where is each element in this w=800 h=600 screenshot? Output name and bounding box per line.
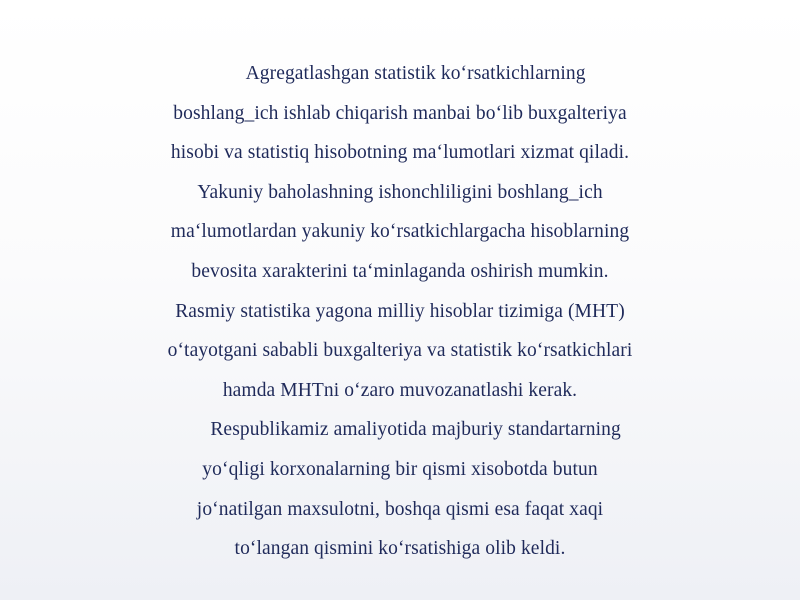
paragraph-1-line-4: Yakuniy baholashning ishonchliligini boshlang_ich (197, 181, 603, 203)
paragraph-1-line-8: o‘tayotgani sababli buxgalteriya va statistik ko‘rsatkichlari (167, 340, 633, 362)
paragraph-2-line-3: jo‘natilgan maxsulotni, boshqa qismi esa faqat xaqi (196, 498, 604, 520)
paragraph-1-line-9: hamda MHTni o‘zaro muvozanatlashi kerak. (222, 379, 578, 401)
paragraph-1-line-6: bevosita xarakterini ta‘minlaganda oshirish mumkin. (191, 260, 609, 282)
paragraph-1-line-1: Agregatlashgan statistik ko‘rsatkichlarning (245, 63, 586, 84)
paragraph-2-line-4: to‘langan qismini ko‘rsatishiga olib keldi. (234, 538, 566, 560)
paragraph-2-line-1: Respublikamiz amaliyotida majburiy standartarning (210, 419, 621, 441)
paragraph-1-line-2: boshlang_ich ishlab chiqarish manbai bo‘lib buxgalteriya (173, 102, 627, 124)
body-text (120, 54, 680, 569)
paragraph-2-line-2: yo‘qligi korxonalarning bir qismi xisobotda butun (202, 458, 598, 480)
paragraph-1-line-5: ma‘lumotlardan yakuniy ko‘rsatkichlargacha hisoblarning (170, 221, 630, 243)
paragraph-1-line-7: Rasmiy statistika yagona milliy hisoblar tizimiga (MHT) (175, 300, 625, 322)
paragraph-1-line-3: hisobi va statistiq hisobotning ma‘lumotlari xizmat qiladi. (170, 142, 630, 164)
